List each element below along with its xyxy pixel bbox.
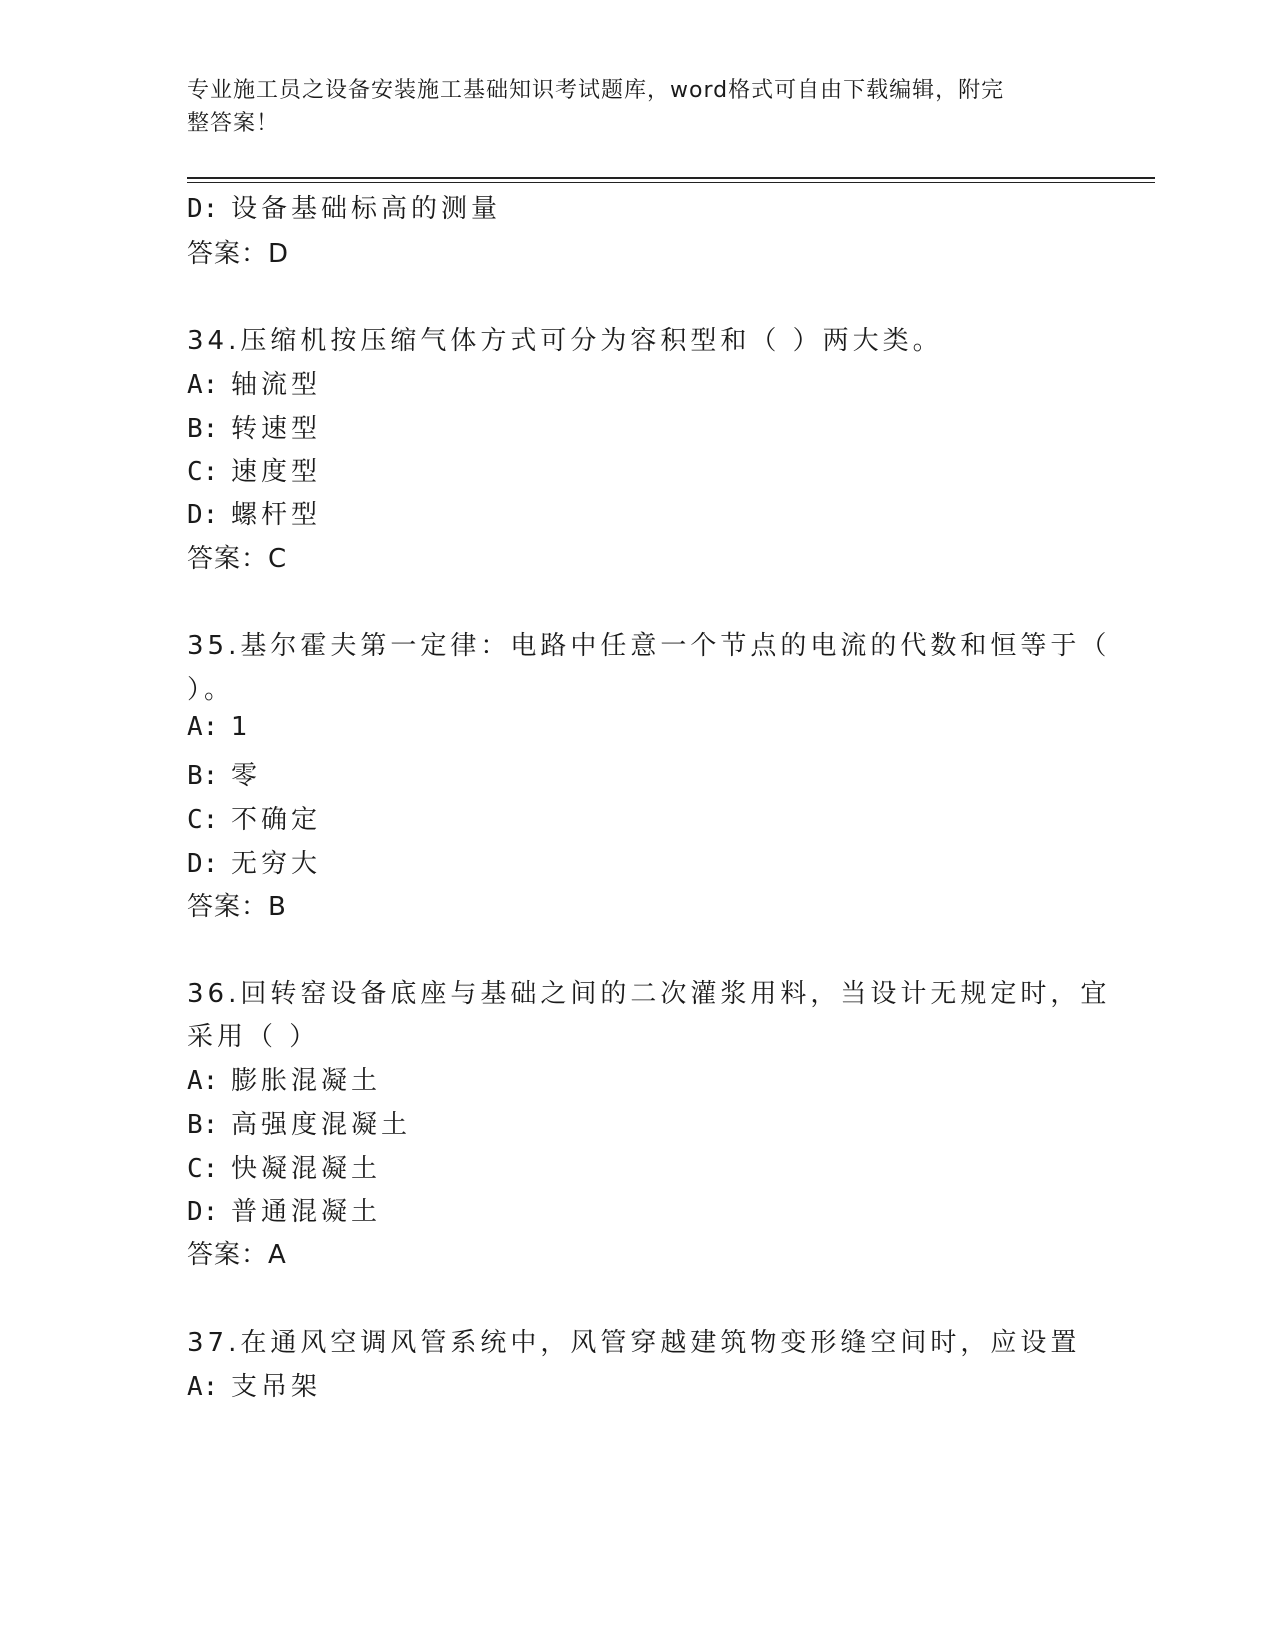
option-label: D: (187, 1197, 219, 1227)
option-label: C: (187, 805, 219, 835)
option-text: 设备基础标高的测量 (231, 194, 502, 224)
question-34-answer: 答案：C (187, 544, 288, 574)
question-36-answer: 答案：A (187, 1240, 287, 1270)
question-34-option-b (187, 408, 321, 445)
question-36-stem-line-2: 采用（ ） (187, 1022, 320, 1052)
option-text: 不确定 (231, 805, 322, 835)
option-label: B: (187, 1110, 219, 1140)
option-text: 转速型 (231, 414, 322, 444)
option-label: D: (187, 194, 219, 224)
option-text: 快凝混凝土 (231, 1154, 382, 1184)
question-35-option-b (187, 755, 261, 792)
question-34-option-d (187, 494, 321, 531)
option-label: B: (187, 414, 219, 444)
question-37-option-a (187, 1366, 321, 1403)
option-label: A: (187, 1066, 219, 1096)
question-35-option-a (187, 712, 252, 742)
question-36-option-d (187, 1191, 381, 1228)
option-text: 轴流型 (231, 370, 322, 400)
option-text: 高强度混凝土 (231, 1110, 412, 1140)
question-36-option-c (187, 1148, 381, 1185)
option-label: A: (187, 370, 219, 400)
option-text: 速度型 (231, 457, 322, 487)
option-label: D: (187, 849, 219, 879)
question-35-stem-line-1: 35.基尔霍夫第一定律：电路中任意一个节点的电流的代数和恒等于（ (187, 631, 1111, 661)
option-label: B: (187, 761, 219, 791)
question-35-option-c (187, 799, 321, 836)
header-divider-thin (187, 182, 1155, 183)
prev-answer: 答案：D (187, 239, 290, 269)
prev-option-d (187, 188, 501, 225)
question-37-stem: 37.在通风空调风管系统中，风管穿越建筑物变形缝空间时，应设置 (187, 1328, 1081, 1358)
option-label: A: (187, 712, 219, 742)
header-divider-thick (187, 177, 1155, 179)
question-34-option-a (187, 364, 321, 401)
question-35-answer: 答案：B (187, 892, 287, 922)
question-35-stem-line-2: ）。 (187, 675, 235, 705)
question-35-option-d (187, 843, 321, 880)
option-label: C: (187, 1154, 219, 1184)
option-text: 零 (231, 761, 262, 791)
option-label: D: (187, 500, 219, 530)
option-text: 无穷大 (231, 849, 322, 879)
option-text: 1 (231, 712, 252, 742)
question-36-stem-line-1: 36.回转窑设备底座与基础之间的二次灌浆用料，当设计无规定时，宜 (187, 979, 1111, 1009)
question-36-option-a (187, 1060, 381, 1097)
question-34-stem: 34.压缩机按压缩气体方式可分为容积型和（ ）两大类。 (187, 326, 943, 356)
option-label: C: (187, 457, 219, 487)
option-text: 普通混凝土 (231, 1197, 382, 1227)
header-title-line-2: 整答案！ (187, 111, 280, 136)
question-34-option-c (187, 451, 321, 488)
document-header (187, 74, 1087, 140)
question-36-option-b (187, 1104, 411, 1141)
header-title-line-1: 专业施工员之设备安装施工基础知识考试题库，word格式可自由下载编辑，附完 (187, 78, 1005, 103)
option-text: 螺杆型 (231, 500, 322, 530)
option-text: 支吊架 (231, 1372, 322, 1402)
option-text: 膨胀混凝土 (231, 1066, 382, 1096)
option-label: A: (187, 1372, 219, 1402)
